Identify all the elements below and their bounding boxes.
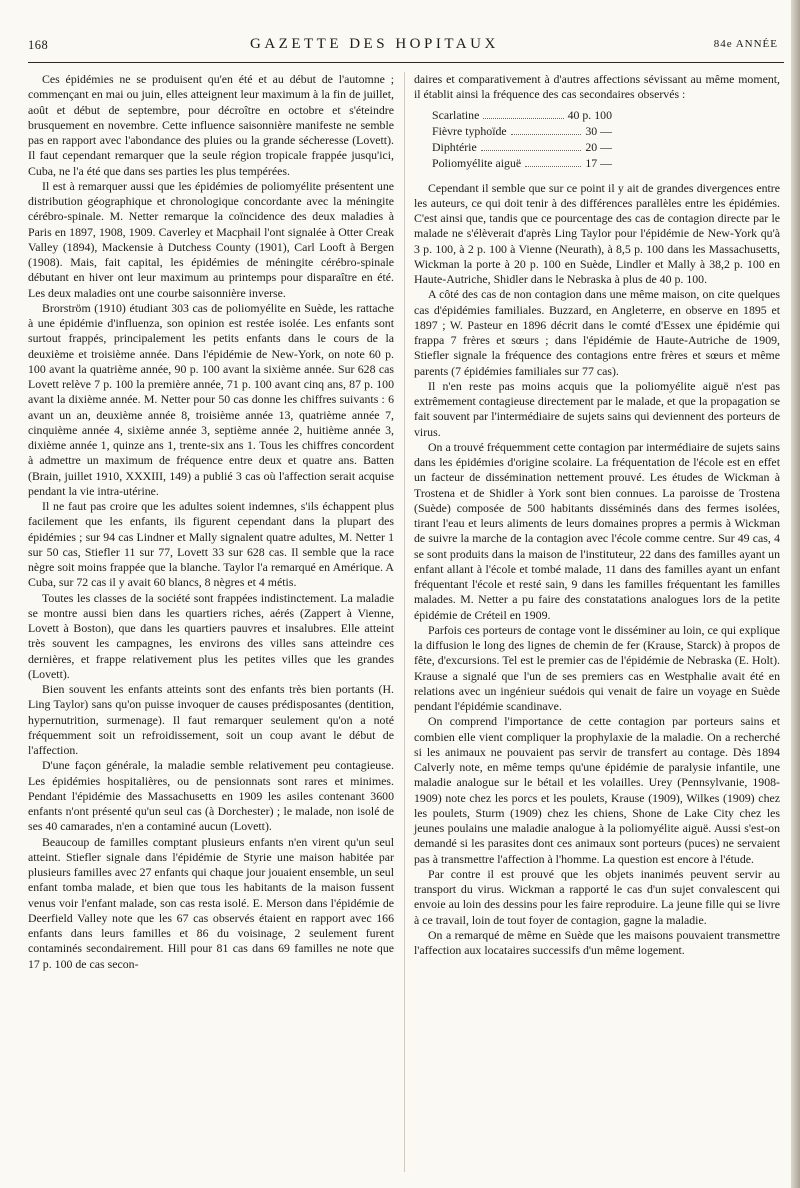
- frequency-label: Poliomyélite aiguë: [432, 155, 522, 170]
- paragraph: A côté des cas de non contagion dans une même maison, on cite quelques cas d'épidémies familiales. Buzzard, en Angleterre, en observe en 1895 et 1897 ; W. Pasteur en 1896 décrit dans le comté d'Essex une épidémie qui frappa 7 frères et sœurs ; dans l'épidémie de Haute-Autriche de 1909, Stiefler signale la fréquence des contagions entre frères et sœurs et même parents (7 épidémies familiales sur 77 cas).: [414, 287, 780, 378]
- left-column: [28, 72, 394, 972]
- frequency-row: [432, 139, 612, 155]
- paragraph: On comprend l'importance de cette contagion par porteurs sains et combien elle vient compliquer la prophylaxie de la maladie. On a recherché si les animaux ne pouvaient pas servir de transfert au contage. Dès 1894 Calverly note, en même temps qu'une épidémie de paralysie infantile, une maladie analogue sur le bétail et les volailles. Urey (Pennsylvanie, 1908-1909) note chez les porcs et les poulets, Krause (1909), Wilkes (1909) chez les poulets, Sturm (1909) chez les chiens, Shone de Lake City chez les jeunes poulains une maladie analogue à la poliomyélite aiguë. Aussi s'est-on demandé si les parasites dont ces animaux sont porteurs (puces) ne servaient pas à transmettre l'affection à l'homme. La question est encore à l'étude.: [414, 714, 780, 866]
- paragraph: Beaucoup de familles comptant plusieurs enfants n'en virent qu'un seul atteint. Stiefler signale dans l'épidémie de Styrie une maison habitée par plusieurs familles avec 27 enfants qui chaque jour jouaient ensemble, un seul enfant tomba malade, et bien que tous les habitants de la maison fussent venus voir l'enfant malade, son cas resta isolé. E. Merson dans l'épidémie de Deerfield Valley note que les 67 cas observés étaient en rapport avec 166 enfants dans leurs familles et 86 du voisinage, 2 seulement furent contaminés secondairement. Hill pour 81 cas dans 69 familles ne note que 17 p. 100 de cas secon-: [28, 834, 394, 971]
- paragraph: Il ne faut pas croire que les adultes soient indemnes, s'ils échappent plus facilement que les enfants, ils figurent cependant dans la plupart des épidémies ; sur 94 cas Lindner et Mally signalent quatre adultes, M. Netter 1 sur 50 cas, Stiefler 11 sur 77, Lovett 33 sur 628 cas. Il semble que la race nègre soit moins frappée que la blanche. Taylor l'a remarqué en Amérique. A Cuba, sur 72 cas il y avait 60 blancs, 8 nègres et 4 métis.: [28, 499, 394, 590]
- frequency-row: [432, 123, 612, 139]
- frequency-value: 30 —: [585, 123, 612, 138]
- paragraph: Par contre il est prouvé que les objets inanimés peuvent servir au transport du virus. Wickman a rapporté le cas d'un sujet convalescent qui envoie au loin des dessins pour les faire reproduire. La jeune fille qui se livre à ce travail, loin de tout foyer de contagion, gagne la maladie.: [414, 866, 780, 927]
- page-number: 168: [28, 38, 49, 52]
- page-header: [0, 0, 800, 70]
- running-title: GAZETTE DES HOPITAUX: [250, 36, 499, 52]
- paragraph: On a trouvé fréquemment cette contagion par intermédiaire de sujets sains dans les épidémies d'origine scolaire. La fréquentation de l'école est en effet un facteur de dissémination nettement prouvé. Les études de Wickman à Trostena et de Shidler à York sont bien connues. La paroisse de Trostena (Suède) composée de 500 habitants disséminés dans des fermes isolées, tirant l'eau et leurs aliments de leurs domaines propres a permis à Wickman de suivre la marche de la contagion avec l'école comme centre. Sur 49 cas, 4 se sont produits dans la maison de l'instituteur, 22 dans des familles ayant un enfant allant à l'école et tombé malade, 11 dans des familles ayant un enfant fréquentant l'école et resté sain, 9 dans les familles fréquentant les familles malades. M. Netter a pu faire des constatations analogues lors de la petite épidémie de Créteil en 1909.: [414, 439, 780, 622]
- paragraph: On a remarqué de même en Suède que les maisons pouvaient transmettre l'affection aux locataires successifs d'un même logement.: [414, 927, 780, 957]
- paragraph: Il est à remarquer aussi que les épidémies de poliomyélite présentent une distribution géographique et chronologique concordante avec la méningite cérébro-spinale. M. Netter remarque la coïncidence des deux maladies à Paris en 1897, 1908, 1909. Caverley et Macphail l'ont signalée à Otter Creak Valley (1894), Mackensie à Dutchess County (1901), Carl Looft à Bergen (1908). Mais, fait capital, les épidémies de méningite cérébro-spinale débutant en hiver ont leur maximum au printemps pour disparaître en été. Les deux maladies ont une courbe saisonnière inverse.: [28, 178, 394, 300]
- frequency-label: Scarlatine: [432, 107, 480, 122]
- column-divider: [404, 72, 405, 1172]
- paragraph: Brorström (1910) étudiant 303 cas de poliomyélite en Suède, les rattache à une épidémie d'influenza, son opinion est restée isolée. Les enfants sont surtout frappés, principalement les petits enfants dans le cours de la deuxième et troisième année. Dans l'épidémie de New-York, on note 60 p. 100 avant la quatrième année, 90 p. 100 avant la sixième année. Sur 628 cas Lovett relève 7 p. 100 la première année, 71 p. 100 avant cinq ans, 87 p. 100 avant la dixième année. M. Netter pour 50 cas donne les chiffres suivants : 6 avant un an, deuxième année 8, troisième année 13, quatrième année 7, cinquième année 4, sixième année 3, septième année 2, huitième année 3, dixième année 1, quinze ans 1, trente-six ans 1. Tous les chiffres concordent à admettre un maximum de fréquence entre deux et quatre ans. Batten (Brain, juillet 1910, XXXIII, 149) a publié 3 cas où l'affection serait acquise pendant la vie intra-utérine.: [28, 300, 394, 498]
- paragraph: Cependant il semble que sur ce point il y ait de grandes divergences entre les auteurs, ce qui doit tenir à des différences parallèles entre les épidémies. C'est ainsi que, tandis que ce pourcentage des cas de contagion directe par le malade ne s'élèverait d'après Ling Taylor pour l'épidémie de New-York qu'à 3 p. 100, à 2 p. 100 à Vienne (Neurath), à 8,5 p. 100 dans les Massachusetts, Wickman la porte à 20 p. 100 en Suède, Lindler et Mally à 38,2 p. 100 en Haute-Autriche, Shidler dans le Nebraska à plus de 40 p. 100.: [414, 180, 780, 286]
- page-edge: [791, 0, 800, 1188]
- frequency-value: 17 —: [585, 155, 612, 170]
- frequency-label: Fièvre typhoïde: [432, 123, 507, 138]
- year-label: 84e ANNÉE: [713, 38, 778, 50]
- frequency-value: 20 —: [585, 139, 612, 154]
- paragraph-continued: daires et comparativement à d'autres affections sévissant au même moment, il établit ainsi la fréquence des cas secondaires observés :: [414, 72, 780, 102]
- paragraph: Ces épidémies ne se produisent qu'en été et au début de l'automne ; commençant en mai ou juin, elles atteignent leur maximum à la fin de juillet, août et début de septembre, pour décroître en octobre et s'éteindre brusquement en novembre. Cette influence saisonnière manifeste ne semble pas en rapport avec l'abondance des pluies ou la grande sécheresse (Lovett). Il faut cependant remarquer que la seule région tropicale frappée jusqu'ici, Cuba, ne l'a été que dans ses parties les plus tempérées.: [28, 72, 394, 178]
- frequency-row: [432, 107, 612, 123]
- paragraph: D'une façon générale, la maladie semble relativement peu contagieuse. Les épidémies hospitalières, ou de pensionnats sont rares et minimes. Pendant l'épidémie des Massachusetts en 1909 les asiles contenant 3600 enfants n'ont présenté qu'un seul cas (à Dorchester) ; le malade, non isolé de ses 40 camarades, n'en a contaminé aucun (Lovett).: [28, 758, 394, 834]
- paragraph: Bien souvent les enfants atteints sont des enfants très bien portants (H. Ling Taylor) sans qu'on puisse invoquer de causes prédisposantes (dentition, hypernutrition, surmenage). Il faut remarquer seulement qu'on a noté fréquemment soit un refroidissement, soit un coup avant le début de l'affection.: [28, 682, 394, 757]
- right-column: [414, 72, 780, 958]
- frequency-value: 40 p. 100: [567, 107, 612, 122]
- frequency-row: [432, 155, 612, 171]
- paragraph: Il n'en reste pas moins acquis que la poliomyélite aiguë n'est pas extrêmement contagieuse directement par le malade, et que la propagation se fait souvent par l'intermédiaire de sujets sains qui deviennent des porteurs de virus.: [414, 378, 780, 439]
- paragraph: Toutes les classes de la société sont frappées indistinctement. La maladie se montre aussi bien dans les quartiers riches, aérés (Zappert à Vienne, Lovett à Boston), que dans les quartiers pauvres et insalubres. Elle atteint très souvent les campagnes, les environs des villes sans atteindre ces dernières, et frappe relativement plus les petites villes que les grandes (Lovett).: [28, 590, 394, 681]
- frequency-label: Diphtérie: [432, 139, 477, 154]
- header-rule: [28, 62, 784, 63]
- paragraph: Parfois ces porteurs de contage vont le disséminer au loin, ce qui explique la diffusion le long des lignes de chemin de fer (Krause, Starck) à propos de fête, d'excursions. Tel est le premier cas de l'épidémie de Nebraska (E. Holt). Krause a signalé que l'un de ses premiers cas en Westphalie avait été en relations avec un ingénieur suédois qui venait de faire un voyage en Suède pendant l'épidémie scandinave.: [414, 622, 780, 713]
- frequency-table: [432, 107, 612, 171]
